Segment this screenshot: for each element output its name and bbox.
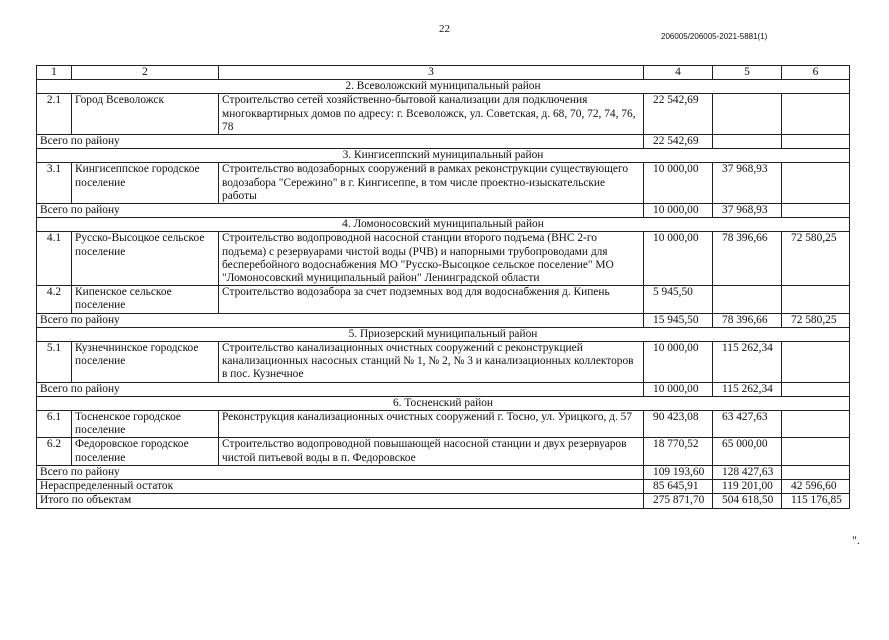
table-cell: 115 262,34 xyxy=(713,382,782,396)
table-cell: 109 193,60 xyxy=(644,465,713,479)
table-cell: Всего по району xyxy=(37,313,644,327)
header-cell: 4 xyxy=(644,66,713,80)
table-cell: Кингисеппское городское поселение xyxy=(72,163,219,204)
table-cell: 22 542,69 xyxy=(644,94,713,135)
table-cell: Город Всеволожск xyxy=(72,94,219,135)
table-cell xyxy=(713,286,782,313)
table-cell: Строительство водопроводной повышающей насосной станции и двух резервуаров чистой питьевой воды в п. Федоровское xyxy=(219,438,644,465)
table-cell xyxy=(782,135,850,149)
table-cell: 10 000,00 xyxy=(644,204,713,218)
table-row xyxy=(37,163,850,204)
table-cell xyxy=(713,135,782,149)
header-cell: 1 xyxy=(37,66,72,80)
header-cell: 2 xyxy=(72,66,219,80)
table-cell: 2. Всеволожский муниципальный район xyxy=(37,80,850,94)
table-cell: Строительство водозабора за счет подземных вод для водоснабжения д. Кипень xyxy=(219,286,644,313)
table-cell: 72 580,25 xyxy=(782,313,850,327)
section-title-row xyxy=(37,327,850,341)
section-title-row xyxy=(37,218,850,232)
table-cell: Всего по району xyxy=(37,465,644,479)
table-cell: 72 580,25 xyxy=(782,232,850,286)
table-cell: 85 645,91 xyxy=(644,480,713,494)
grand-total-row xyxy=(37,494,850,508)
table-cell: Всего по району xyxy=(37,382,644,396)
table-cell: 10 000,00 xyxy=(644,342,713,383)
table-cell: 119 201,00 xyxy=(713,480,782,494)
table-cell: 115 262,34 xyxy=(713,342,782,383)
table-cell xyxy=(782,438,850,465)
district-total-row xyxy=(37,135,850,149)
table-cell xyxy=(782,94,850,135)
table-cell: 37 968,93 xyxy=(713,204,782,218)
table-cell: 3.1 xyxy=(37,163,72,204)
closing-quote: ". xyxy=(852,533,860,547)
table-cell: Всего по району xyxy=(37,135,644,149)
table-cell: 115 176,85 xyxy=(782,494,850,508)
district-total-row xyxy=(37,313,850,327)
header-row xyxy=(37,66,850,80)
table-cell: Строительство водопроводной насосной станции второго подъема (ВНС 2-го подъема) с резервуарами чистой воды (РЧВ) и напорными трубопроводами для бесперебойного водоснабжения МО "Русско-Высоцкое сельское поселение" МО "Ломоносовский муниципальный район" Ленинградской области xyxy=(219,232,644,286)
table-cell: 6.1 xyxy=(37,411,72,438)
table-cell: 37 968,93 xyxy=(713,163,782,204)
unallocated-row xyxy=(37,480,850,494)
table-cell xyxy=(782,382,850,396)
table-cell xyxy=(782,163,850,204)
table-cell: 2.1 xyxy=(37,94,72,135)
table-row xyxy=(37,342,850,383)
table-cell: 78 396,66 xyxy=(713,232,782,286)
table-cell: Кипенское сельское поселение xyxy=(72,286,219,313)
table-cell: 42 596,60 xyxy=(782,480,850,494)
header-cell: 6 xyxy=(782,66,850,80)
table-cell: Русско-Высоцкое сельское поселение xyxy=(72,232,219,286)
table-cell: Всего по району xyxy=(37,204,644,218)
table-cell: 10 000,00 xyxy=(644,163,713,204)
table-cell: 10 000,00 xyxy=(644,382,713,396)
section-title-row xyxy=(37,396,850,410)
district-total-row xyxy=(37,382,850,396)
header-cell: 3 xyxy=(219,66,644,80)
table-cell: Кузнечнинское городское поселение xyxy=(72,342,219,383)
table-cell: 3. Кингисеппский муниципальный район xyxy=(37,149,850,163)
table-cell: Реконструкция канализационных очистных сооружений г. Тосно, ул. Урицкого, д. 57 xyxy=(219,411,644,438)
table-row xyxy=(37,286,850,313)
table-cell: 128 427,63 xyxy=(713,465,782,479)
document-code: 206005/206005-2021-5881(1) xyxy=(661,32,768,41)
table-cell: Строительство водозаборных сооружений в рамках реконструкции существующего водозабора "Сережино" в г. Кингисеппе, в том числе проектно-изыскательские работы xyxy=(219,163,644,204)
table-cell: 275 871,70 xyxy=(644,494,713,508)
table-cell: 10 000,00 xyxy=(644,232,713,286)
table-cell: 63 427,63 xyxy=(713,411,782,438)
table-cell: 78 396,66 xyxy=(713,313,782,327)
header-cell: 5 xyxy=(713,66,782,80)
table-cell xyxy=(782,286,850,313)
table-cell: 6.2 xyxy=(37,438,72,465)
table-row xyxy=(37,94,850,135)
objects-table xyxy=(36,65,850,509)
section-title-row xyxy=(37,149,850,163)
table-cell: 18 770,52 xyxy=(644,438,713,465)
table-row xyxy=(37,411,850,438)
table-cell: Строительство канализационных очистных сооружений с реконструкцией канализационных насосных станций № 1, № 2, № 3 и канализационных коллекторов в пос. Кузнечное xyxy=(219,342,644,383)
district-total-row xyxy=(37,465,850,479)
table-cell: Нераспределенный остаток xyxy=(37,480,644,494)
table-cell xyxy=(782,204,850,218)
page-number: 22 xyxy=(439,23,450,35)
table-cell: 22 542,69 xyxy=(644,135,713,149)
table-cell: Тосненское городское поселение xyxy=(72,411,219,438)
section-title-row xyxy=(37,80,850,94)
table-cell: 15 945,50 xyxy=(644,313,713,327)
table-cell: 5. Приозерский муниципальный район xyxy=(37,327,850,341)
table-cell: 4.1 xyxy=(37,232,72,286)
table-cell: 90 423,08 xyxy=(644,411,713,438)
table-cell xyxy=(713,94,782,135)
table-cell: Строительство сетей хозяйственно-бытовой канализации для подключения многоквартирных домов по адресу: г. Всеволожск, ул. Советская, д. 68, 70, 72, 74, 76, 78 xyxy=(219,94,644,135)
table-row xyxy=(37,232,850,286)
table-cell: 4.2 xyxy=(37,286,72,313)
table-cell: Федоровское городское поселение xyxy=(72,438,219,465)
table-cell xyxy=(782,411,850,438)
district-total-row xyxy=(37,204,850,218)
table-cell: 5.1 xyxy=(37,342,72,383)
table-cell: 6. Тосненский район xyxy=(37,396,850,410)
table-cell: 504 618,50 xyxy=(713,494,782,508)
table-row xyxy=(37,438,850,465)
table-cell: Итого по объектам xyxy=(37,494,644,508)
table-cell xyxy=(782,342,850,383)
table-cell: 4. Ломоносовский муниципальный район xyxy=(37,218,850,232)
table-cell: 5 945,50 xyxy=(644,286,713,313)
table-cell: 65 000,00 xyxy=(713,438,782,465)
table-cell xyxy=(782,465,850,479)
